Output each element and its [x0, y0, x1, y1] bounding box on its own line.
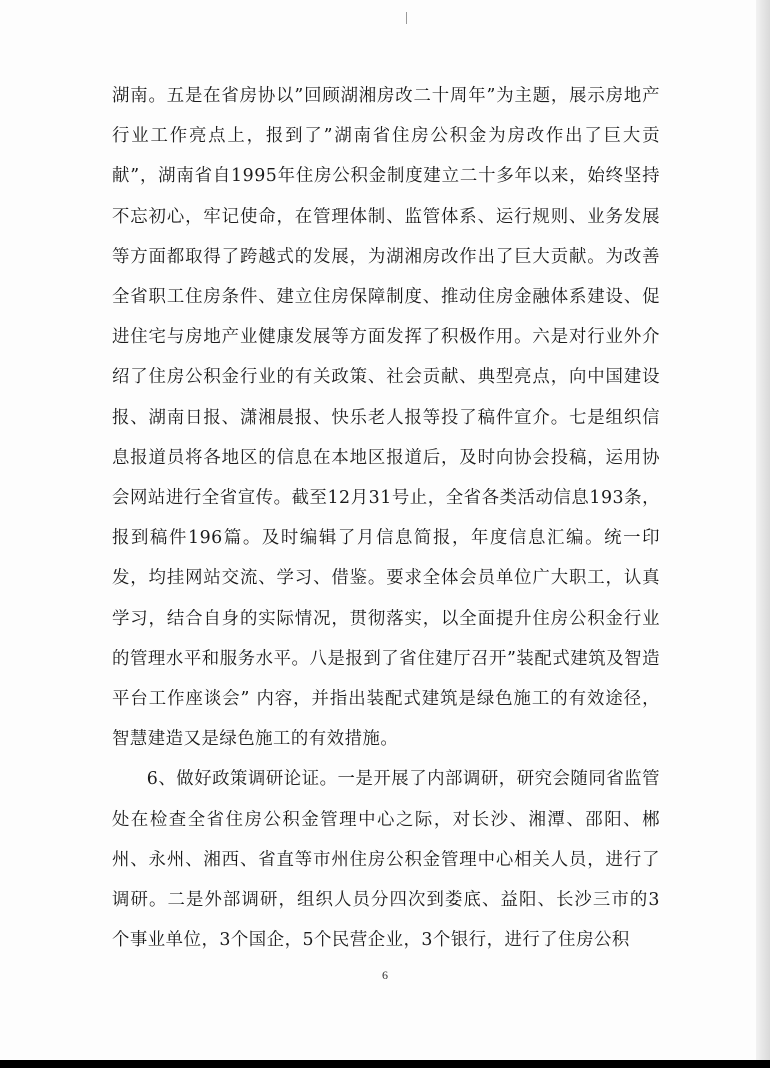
paragraph-policy-research: 6、做好政策调研论证。一是开展了内部调研，研究会随同省监管处在检查全省住房公积金管理中心之际，对长沙、湘潭、邵阳、郴州、永州、湘西、省直等市州住房公积金管理中心相关人员，进行了调研。二是外部调研，组织人员分四次到娄底、益阳、长沙三市的3个事业单位，3个国企，5个民营企业，3个银行，进行了住房公积 [112, 769, 660, 951]
page-edge-shadow [756, 0, 770, 1068]
body-text [112, 76, 660, 960]
scan-mark [406, 12, 407, 24]
scan-bottom-border [0, 1060, 770, 1068]
paragraph-continuation: 湖南。五是在省房协以”回顾湖湘房改二十周年”为主题，展示房地产行业工作亮点上，报到了”湖南省住房公积金为房改作出了巨大贡献”，湖南省自1995年住房公积金制度建立二十多年以来，始终坚持不忘初心，牢记使命，在管理体制、监管体系、运行规则、业务发展等方面都取得了跨越式的发展，为湖湘房改作出了巨大贡献。为改善全省职工住房条件、建立住房保障制度、推动住房金融体系建设、促进住宅与房地产业健康发展等方面发挥了积极作用。六是对行业外介绍了住房公积金行业的有关政策、社会贡献、典型亮点，向中国建设报、湖南日报、潇湘晨报、快乐老人报等投了稿件宣介。七是组织信息报道员将各地区的信息在本地区报道后，及时向协会投稿，运用协会网站进行全省宣传。截至12月31号止，全省各类活动信息193条，报到稿件196篇。及时编辑了月信息简报，年度信息汇编。统一印发，均挂网站交流、学习、借鉴。要求全体会员单位广大职工，认真学习，结合自身的实际情况，贯彻落实，以全面提升住房公积金行业的管理水平和服务水平。八是报到了省住建厅召开”装配式建筑及智造平台工作座谈会” 内容，并指出装配式建筑是绿色施工的有效途径，智慧建造又是绿色施工的有效措施。 [112, 86, 660, 750]
page-number: 6 [382, 968, 388, 982]
